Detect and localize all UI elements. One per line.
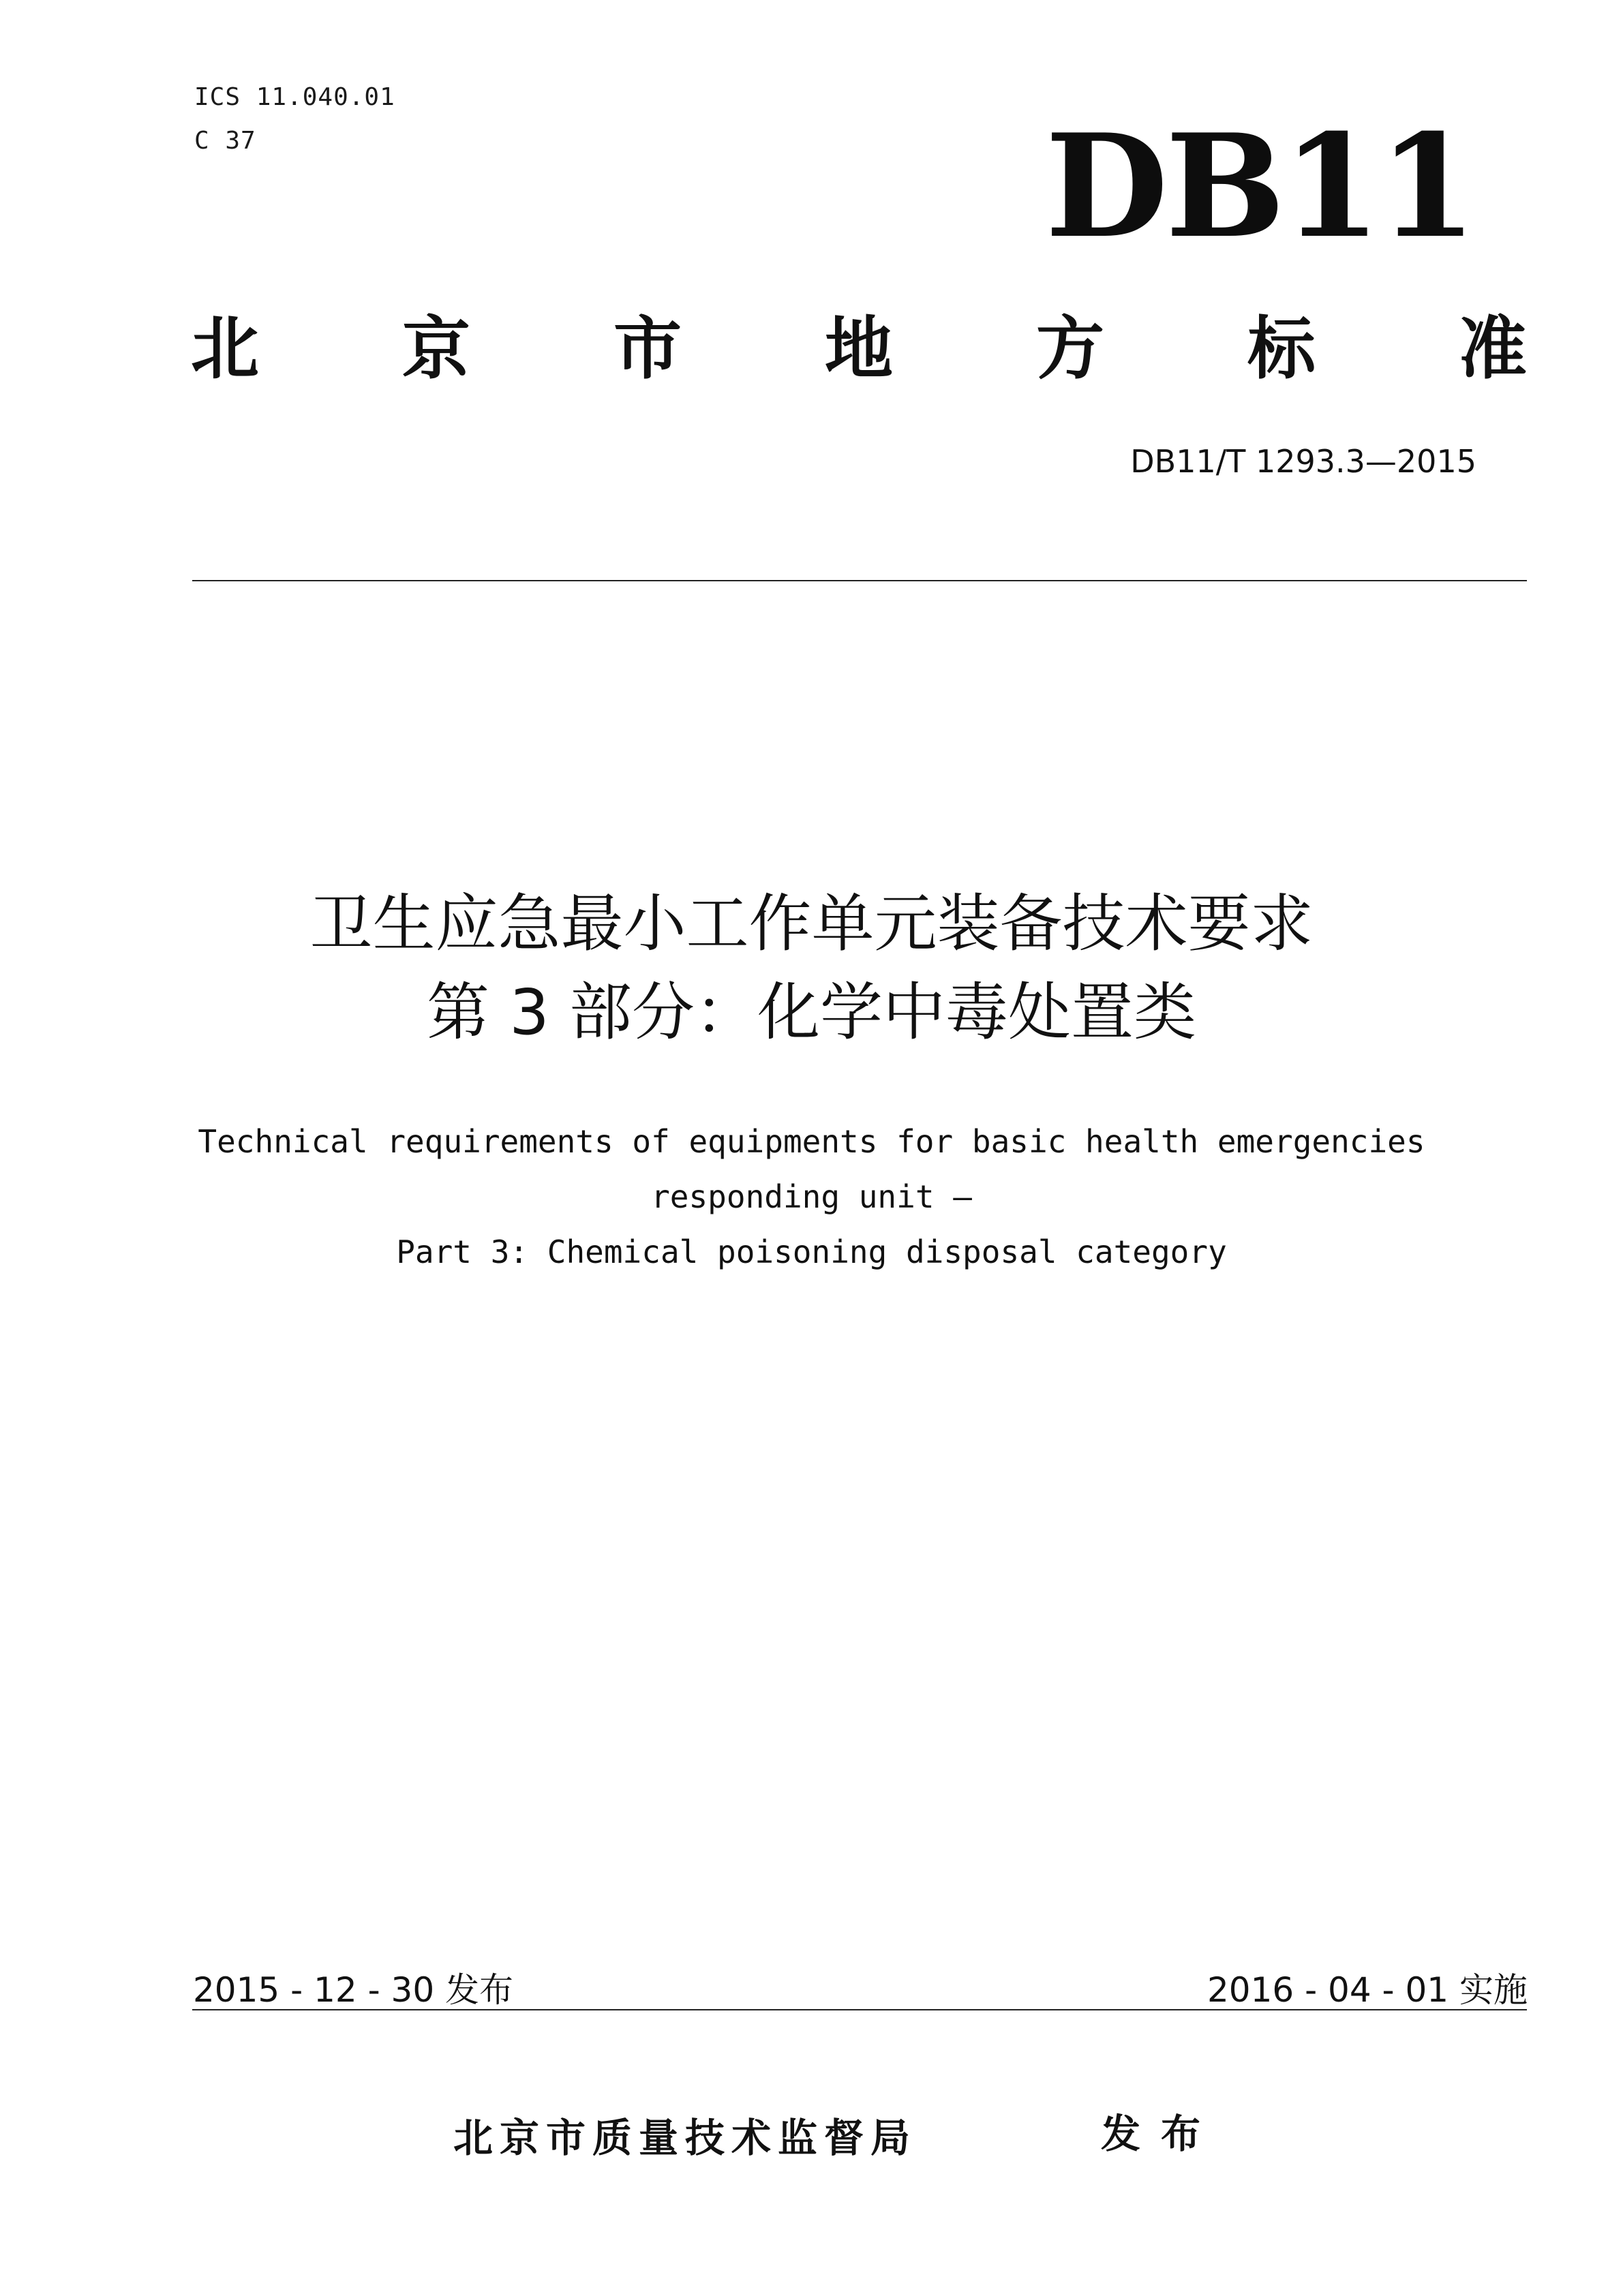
standard-number: DB11/T 1293.3—2015 [1130,443,1476,480]
standard-type-char: 方 [1036,309,1104,388]
standard-type-char: 准 [1459,309,1527,388]
publish-label: 发布 [1101,2111,1222,2157]
standard-type-char: 标 [1247,309,1316,388]
header-divider [192,580,1527,581]
ccs-code: C 37 [194,127,256,155]
implementation-date: 2016 - 04 - 01 实施 [1207,1970,1528,2010]
standard-type-char: 地 [825,309,893,388]
english-title-line-2: responding unit — [651,1178,972,1215]
english-title-line-1: Technical requirements of equipments for basic health emergencies [198,1123,1425,1160]
ics-code: ICS 11.040.01 [194,83,395,111]
standard-type-char: 京 [402,309,470,388]
english-title-line-3: Part 3: Chemical poisoning disposal category [396,1234,1227,1270]
publisher-name: 北京市质量技术监督局 [453,2115,917,2161]
footer-divider [192,2009,1527,2010]
standard-type-char: 北 [191,309,259,388]
chinese-title-line-2: 第 3 部分：化学中毒处置类 [426,976,1197,1049]
standard-type-title [191,309,1527,388]
db11-logo: DB11 [1045,104,1474,270]
chinese-title-line-1: 卫生应急最小工作单元装备技术要求 [309,887,1314,960]
standard-type-char: 市 [613,309,682,388]
issue-date: 2015 - 12 - 30 发布 [193,1970,514,2010]
